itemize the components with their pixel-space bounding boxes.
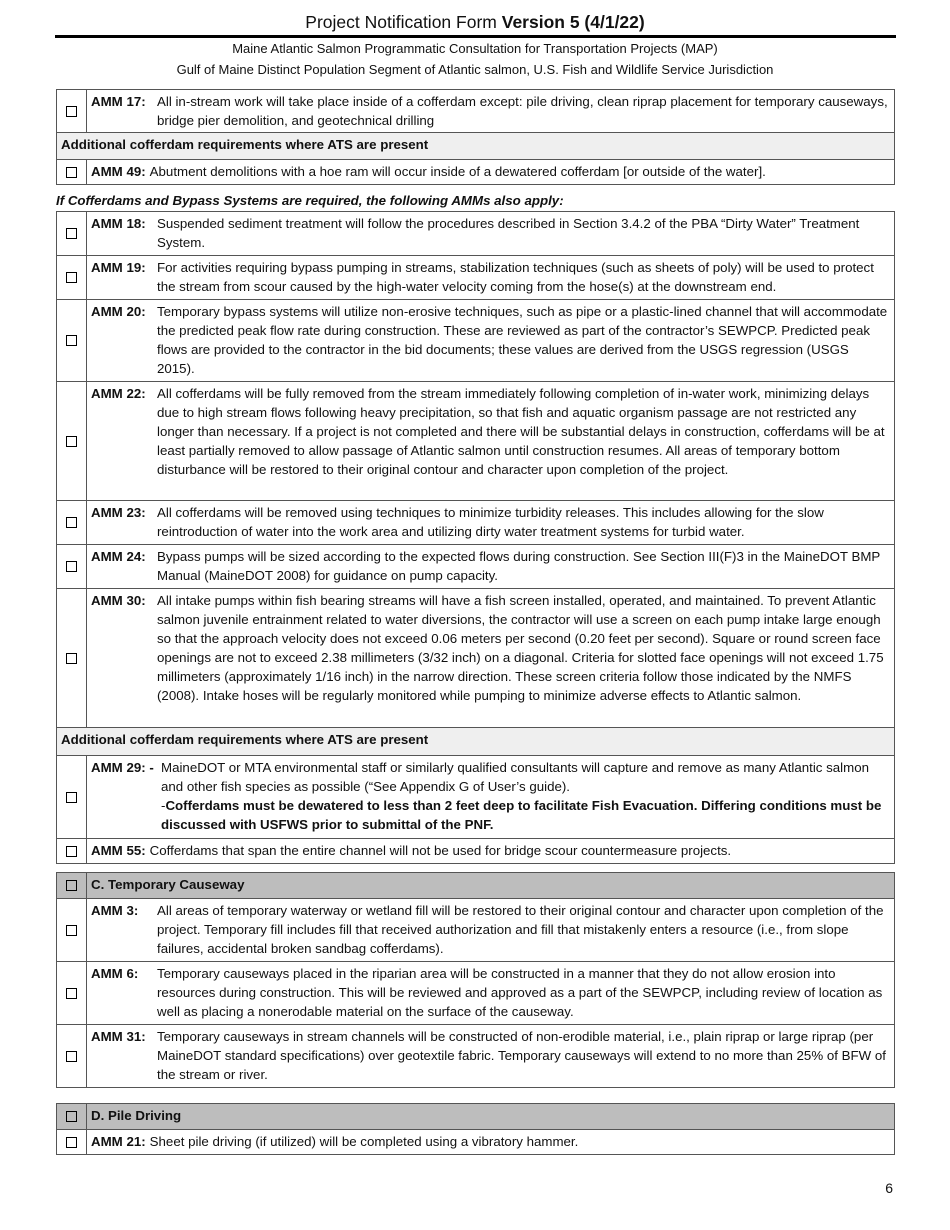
amm18-checkbox[interactable] [57,212,87,255]
bypass-table [56,211,895,864]
amm22-checkbox[interactable] [57,382,87,500]
pile-driving-table [56,1103,895,1155]
amm29-checkbox[interactable] [57,756,87,838]
amm18-row: AMM 18: Suspended sediment treatment will follow the procedures described in Section 3.4.2 of the PBA “Dirty Water” Treatment System. [57,212,894,255]
amm29-bold-text: Cofferdams must be dewatered to less than 2 feet deep to facilitate Fish Evacuation. Differing conditions must be discussed with USFWS prior to submittal of the PNF. [161,798,882,832]
amm49-checkbox[interactable] [57,160,87,184]
page-number: 6 [885,1180,893,1196]
amm31-row: AMM 31: Temporary causeways in stream channels will be constructed of non-erodible material, i.e., plain riprap or large riprap (per MaineDOT standard specifications) over geotextile fabric. Temporary causeways will extend to no more than 25% of BFW of the stream or river. [57,1024,894,1087]
amm21-row: AMM 21: Sheet pile driving (if utilized) will be completed using a vibratory hammer. [57,1129,894,1154]
causeway-table [56,872,895,1088]
amm29-row: AMM 29: - MaineDOT or MTA environmental staff or similarly qualified consultants will capture and remove as many Atlantic salmon and other fish species as possible (“See Appendix G of User’s guide). -Cofferdams must be dewatered to less than 2 feet deep to facilitate Fish Evacuation. Differing conditions must be discussed with USFWS prior to submittal of the PNF. [57,755,894,838]
causeway-section-checkbox[interactable] [57,873,87,898]
amm19-row: AMM 19: For activities requiring bypass pumping in streams, stabilization techniques (such as sheets of poly) will be used to protect the stream from scour caused by the high-water velocity coming from the hose(s) at the downstream end. [57,255,894,299]
pile-section-row [57,1104,894,1129]
amm49-row: AMM 49: Abutment demolitions with a hoe ram will occur inside of a dewatered cofferdam [or outside of the water]. [57,159,894,184]
form-title: Project Notification Form Version 5 (4/1/22) [305,12,645,32]
causeway-section-title: C. Temporary Causeway [91,877,245,892]
amm24-checkbox[interactable] [57,545,87,588]
amm23-row: AMM 23: All cofferdams will be removed using techniques to minimize turbidity releases. This includes allowing for the slow reintroduction of water into the work area and utilizing dirty water treatment systems for turbid water. [57,500,894,544]
amm21-checkbox[interactable] [57,1130,87,1154]
causeway-section-row [57,873,894,898]
bypass-heading: If Cofferdams and Bypass Systems are required, the following AMMs also apply: [56,193,564,208]
subtitle-dps: Gulf of Maine Distinct Population Segment of Atlantic salmon, U.S. Fish and Wildlife Service Jurisdiction [176,62,774,77]
amm3-checkbox[interactable] [57,899,87,961]
title-rule [55,35,896,38]
amm6-row: AMM 6: Temporary causeways placed in the riparian area will be constructed in a manner that they do not allow erosion into resources during construction. This will be reviewed and approved as a part of the SEWPCP, including review of location as well as placing a nonerodable material on the surface of the causeway. [57,961,894,1024]
amm55-checkbox[interactable] [57,839,87,863]
amm22-row: AMM 22: All cofferdams will be fully removed from the stream immediately following completion of in-water work, minimizing delays due to high stream flows following heavy precipitation, so that fish and aquatic organism passage are not restricted any longer than necessary. If a project is not completed and there will be substantial delays in construction, cofferdams will be at least partially removed to allow passage of Atlantic salmon until construction resumes. All areas of temporary bottom disturbance will be restored to their original contour and character upon completion of the project. [57,381,894,500]
pile-section-checkbox[interactable] [57,1104,87,1129]
amm30-row: AMM 30: All intake pumps within fish bearing streams will have a fish screen installed, operated, and maintained. To prevent Atlantic salmon juvenile entrainment related to water diversions, the contractor will use a screen on each pump intake large enough so that the approach velocity does not exceed 0.06 meters per second (0.20 feet per second). Square or round screen face openings are not to exceed 2.38 millimeters (3/32 inch) on a diagonal. Criteria for slotted face openings will not exceed 1.75 millimeters (approximately 1/16 inch) in the narrow direction. These screen criteria follow those indicated by the NMFS (2008). Intake hoses will be regularly monitored while pumping to minimize adverse effects to Atlantic salmon. [57,588,894,727]
ats-header: Additional cofferdam requirements where ATS are present [57,132,894,159]
amm29-text: MaineDOT or MTA environmental staff or similarly qualified consultants will capture and remove as many Atlantic salmon and other fish species as possible (“See Appendix G of User’s guide). [161,760,869,794]
amm24-row: AMM 24: Bypass pumps will be sized according to the expected flows during construction. See Section III(F)3 in the MaineDOT BMP Manual (MaineDOT 2008) for guidance on pump capacity. [57,544,894,588]
amm19-checkbox[interactable] [57,256,87,299]
cofferdam-table [56,89,895,185]
amm31-checkbox[interactable] [57,1025,87,1087]
amm55-row: AMM 55: Cofferdams that span the entire channel will not be used for bridge scour countermeasure projects. [57,838,894,863]
amm6-checkbox[interactable] [57,962,87,1024]
amm17-checkbox[interactable] [57,90,87,132]
subtitle-map: Maine Atlantic Salmon Programmatic Consultation for Transportation Projects (MAP) [232,41,718,56]
amm23-checkbox[interactable] [57,501,87,544]
amm17-row: AMM 17: All in-stream work will take place inside of a cofferdam except: pile driving, clean riprap placement for temporary causeways, bridge pier demolition, and geotechnical drilling [57,90,894,132]
pile-section-title: D. Pile Driving [91,1108,182,1123]
ats-header-2: Additional cofferdam requirements where ATS are present [57,727,894,755]
amm20-row: AMM 20: Temporary bypass systems will utilize non-erosive techniques, such as pipe or a plastic-lined channel that will accommodate the predicted peak flow rate during construction. These are reviewed as part of the contractor’s SEWPCP. Predicted peak flows are provided to the contractor in the bid documents; these values are derived from the USGS regression (USGS 2015). [57,299,894,381]
amm20-checkbox[interactable] [57,300,87,381]
amm3-row: AMM 3: All areas of temporary waterway or wetland fill will be restored to their original contour and character upon completion of the project. Temporary fill includes fill that received authorization and fill that mistakenly enters a resource (i.e., from slope failures, accidental broken sandbag cofferdams). [57,898,894,961]
amm30-checkbox[interactable] [57,589,87,727]
